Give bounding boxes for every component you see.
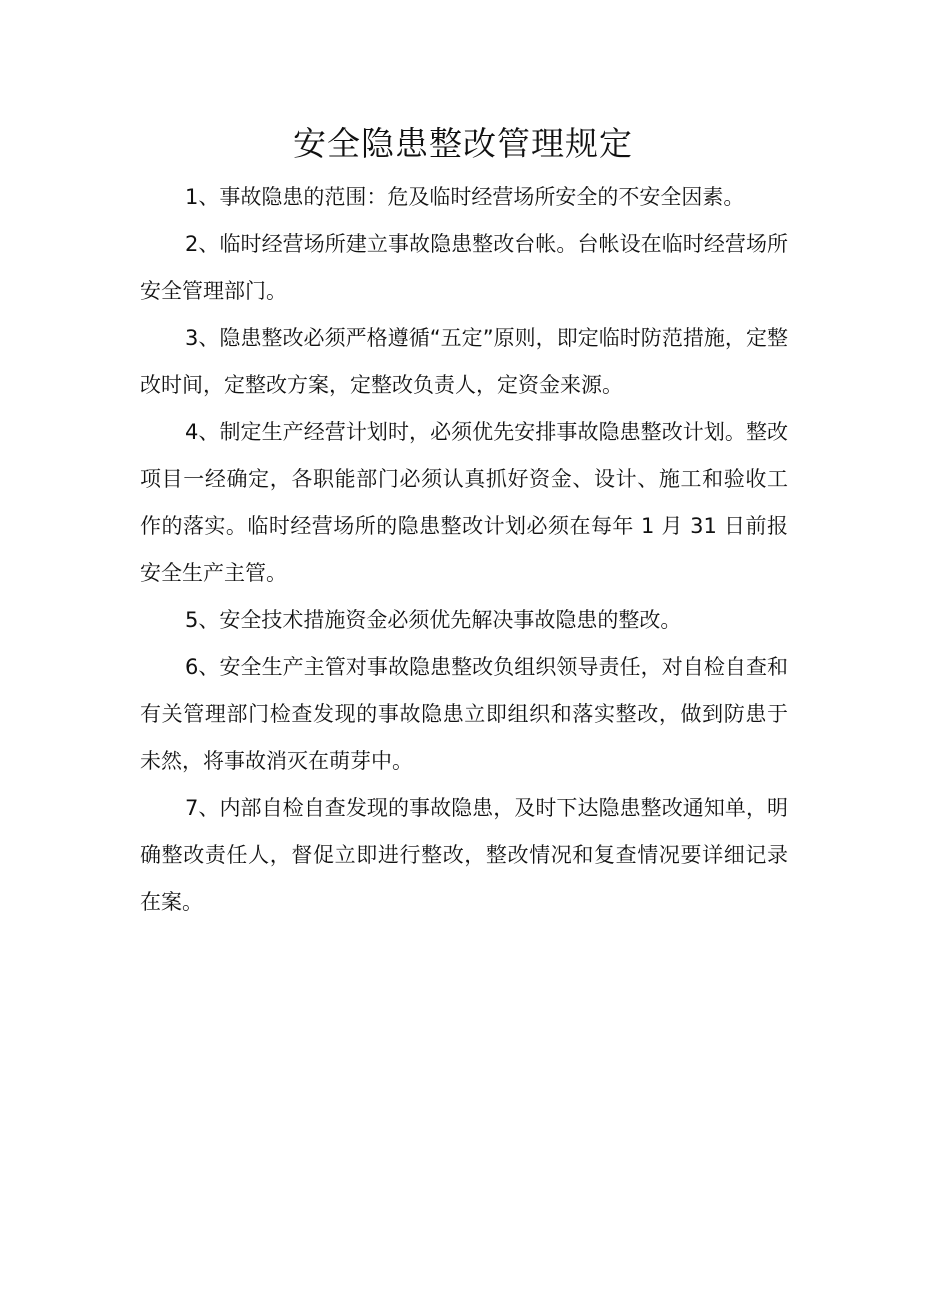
paragraph-2: 2、临时经营场所建立事故隐患整改台帐。台帐设在临时经营场所安全管理部门。 [140,232,788,303]
paragraph-1: 1、事故隐患的范围：危及临时经营场所安全的不安全因素。 [185,185,745,209]
document-body [140,174,788,926]
paragraph-5: 5、安全技术措施资金必须优先解决事故隐患的整改。 [185,608,682,632]
document-title: 安全隐患整改管理规定 [293,124,633,163]
paragraph-7: 7、内部自检自查发现的事故隐患，及时下达隐患整改通知单，明确整改责任人，督促立即进行整改，整改情况和复查情况要详细记录在案。 [140,796,788,914]
paragraph-4: 4、制定生产经营计划时，必须优先安排事故隐患整改计划。整改项目一经确定，各职能部门必须认真抓好资金、设计、施工和验收工作的落实。临时经营场所的隐患整改计划必须在每年 1 月 31 日前报安全生产主管。 [140,420,788,585]
paragraph-3: 3、隐患整改必须严格遵循“五定”原则，即定临时防范措施，定整改时间，定整改方案，定整改负责人，定资金来源。 [140,326,788,397]
paragraph-6: 6、安全生产主管对事故隐患整改负组织领导责任，对自检自查和有关管理部门检查发现的事故隐患立即组织和落实整改，做到防患于未然，将事故消灭在萌芽中。 [140,655,788,773]
